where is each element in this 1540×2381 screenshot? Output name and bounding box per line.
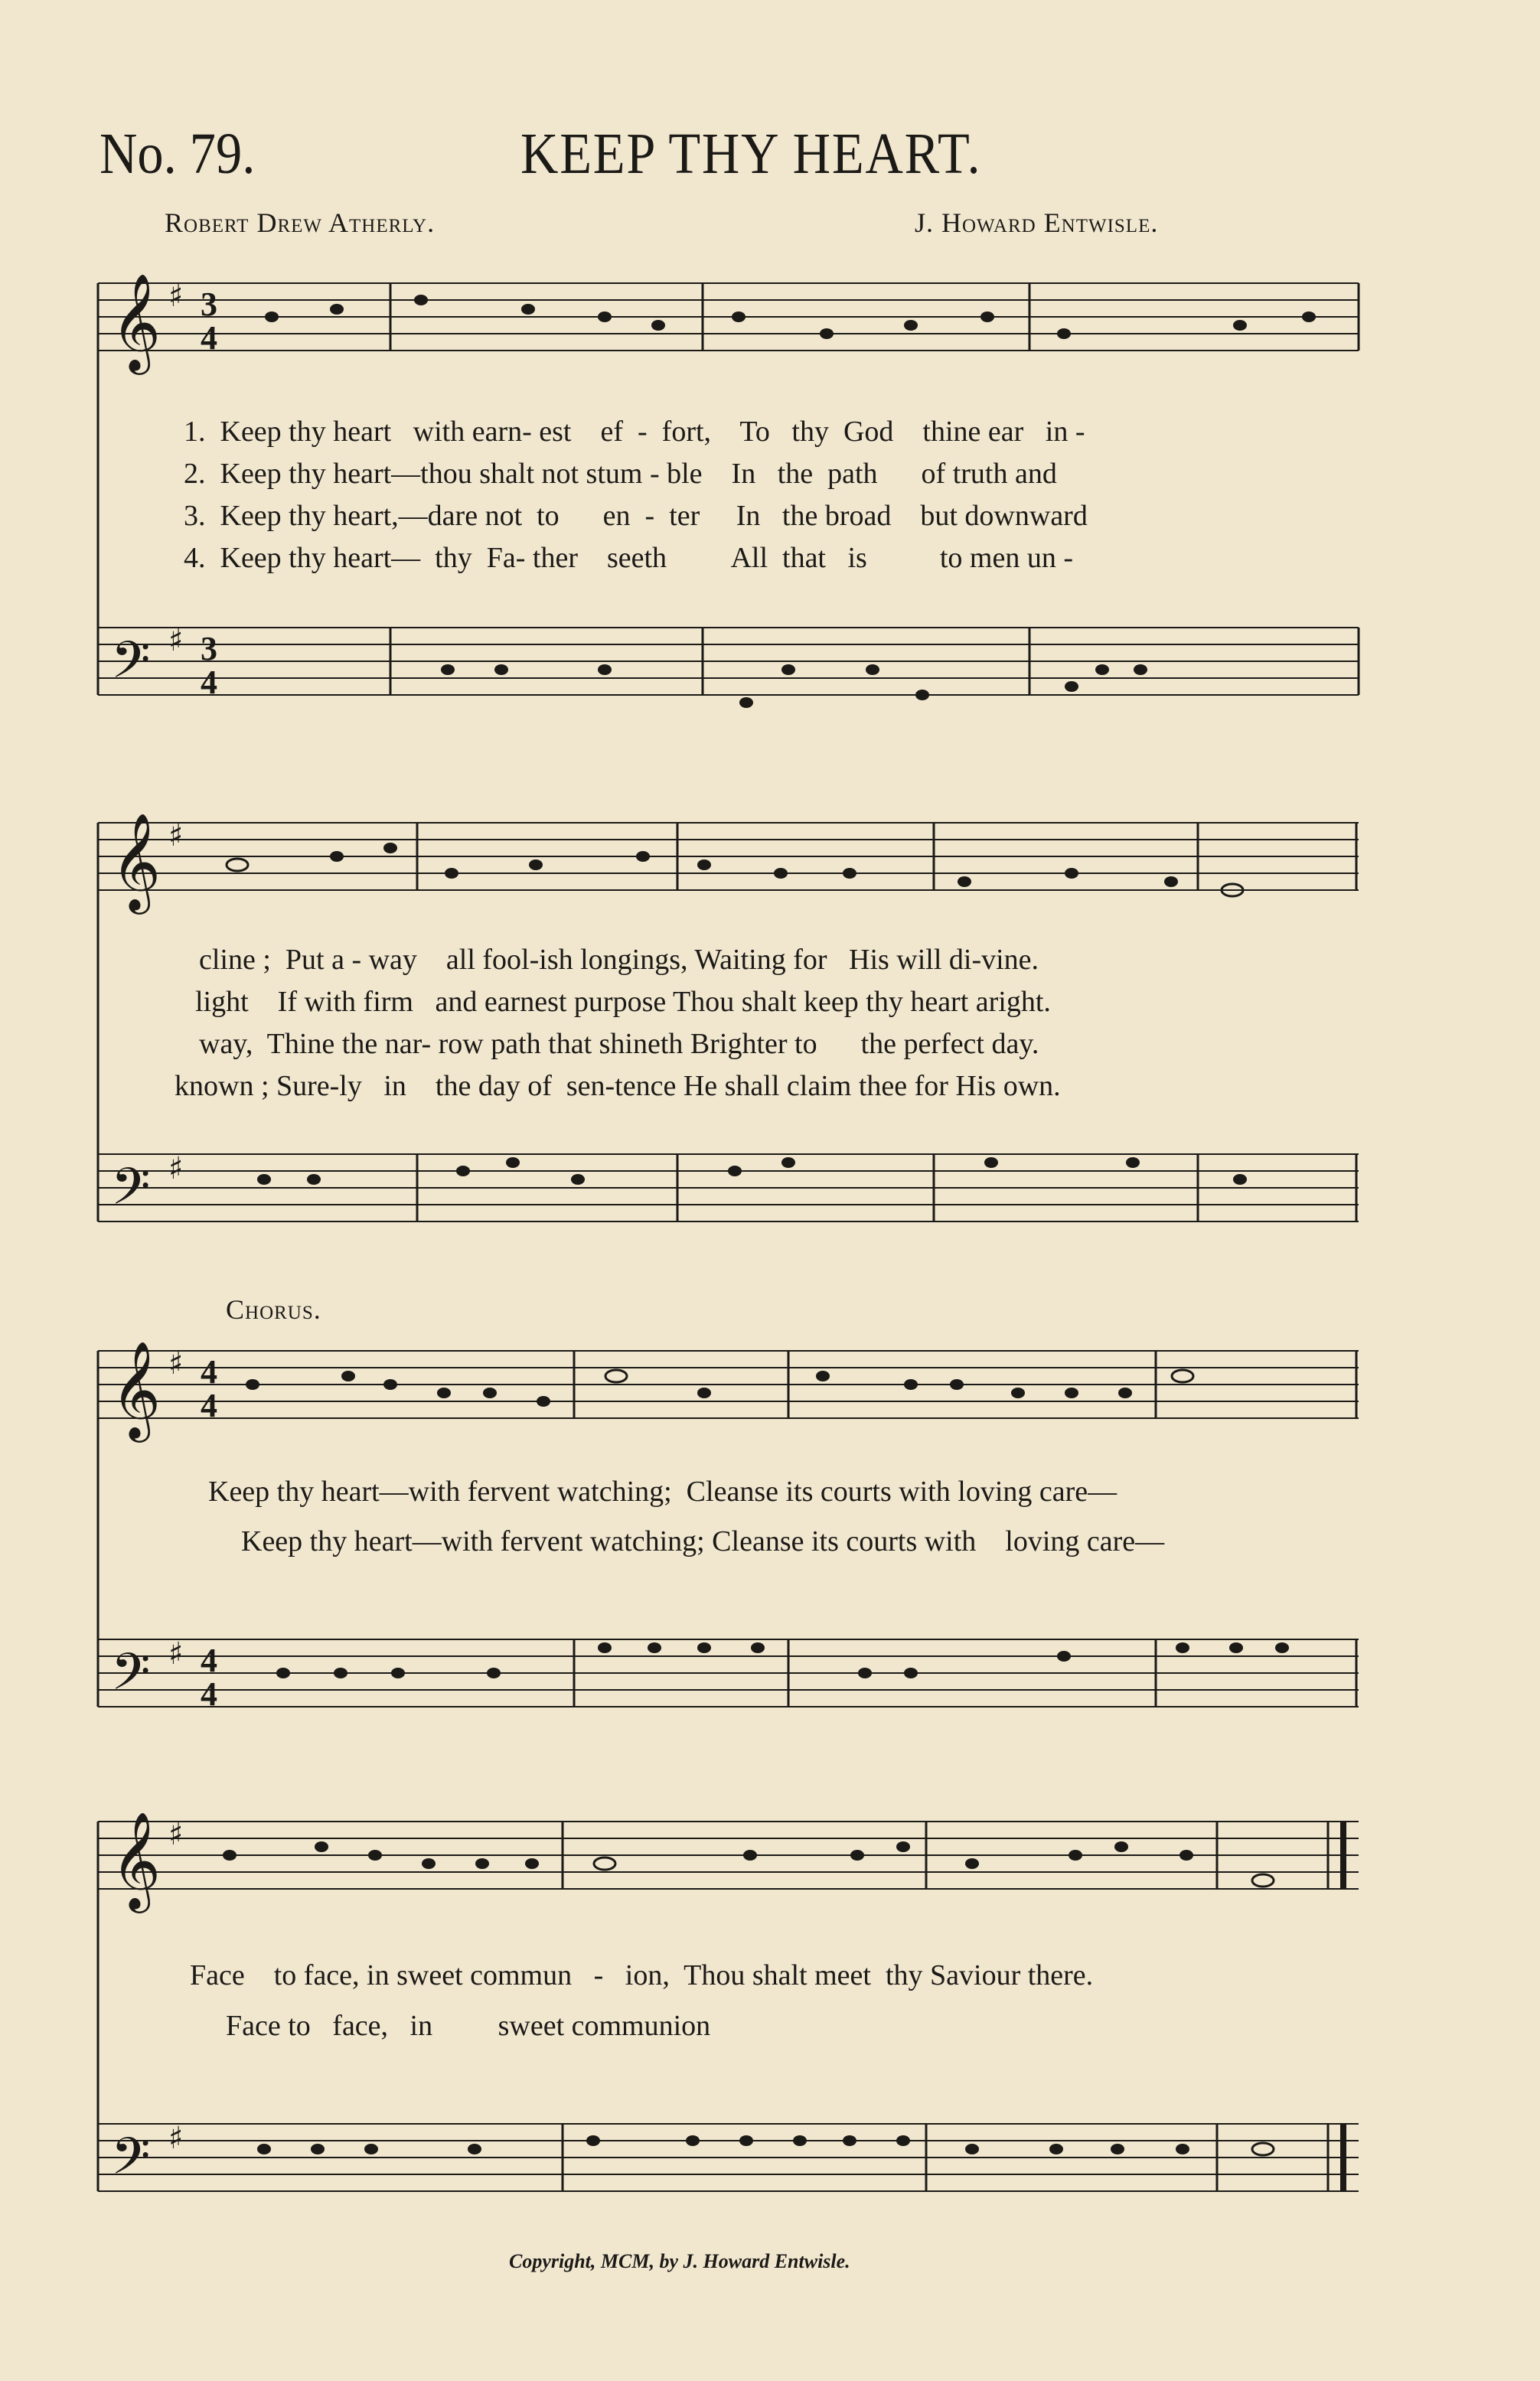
- treble-clef-icon: 𝄞: [111, 812, 162, 910]
- time-signature-bottom: 4: [201, 319, 217, 357]
- sharp-icon: ♯: [168, 1636, 184, 1672]
- chorus-2-soprano-lyrics: Face to face, in sweet commun - ion, Thou shalt meet thy Saviour there.: [190, 1959, 1094, 1991]
- treble-clef-icon: 𝄞: [111, 272, 162, 370]
- bass-clef-icon: 𝄢: [111, 1642, 151, 1714]
- chorus-1-soprano-lyrics: Keep thy heart—with fervent watching; Cleanse its courts with loving care—: [208, 1476, 1117, 1508]
- verse-1-line-1: 1. Keep thy heart with earn- est ef - fort, To thy God thine ear in -: [184, 416, 1085, 448]
- sharp-icon: ♯: [168, 1817, 184, 1852]
- verse-4-line-1: 4. Keep thy heart— thy Fa- ther seeth All that is to men un -: [184, 542, 1073, 574]
- time-signature-top: 4: [201, 1642, 217, 1679]
- sharp-icon: ♯: [168, 1151, 184, 1186]
- sharp-icon: ♯: [168, 1346, 184, 1381]
- hymn-title: KEEP THY HEART.: [520, 122, 982, 186]
- hymn-number: No. 79.: [100, 122, 256, 186]
- staff-system-1-bass: [98, 628, 1359, 695]
- staff-system-1-treble: [98, 283, 1359, 351]
- system-3-notes: [246, 1370, 1289, 1678]
- chorus-label: Chorus.: [226, 1294, 321, 1325]
- copyright-notice: Copyright, MCM, by J. Howard Entwisle.: [509, 2250, 850, 2272]
- staff-system-4-treble: [98, 1822, 1359, 1889]
- time-signature-top: 4: [201, 1353, 217, 1391]
- time-signature-bottom: 4: [201, 1387, 217, 1424]
- staff-system-2-bass: [98, 1154, 1359, 1221]
- bass-clef-icon: 𝄢: [111, 1157, 151, 1228]
- sharp-icon: ♯: [168, 623, 184, 658]
- verse-2-line-2: light If with firm and earnest purpose Thou shalt keep thy heart aright.: [195, 986, 1051, 1018]
- sharp-icon: ♯: [168, 2121, 184, 2156]
- staff-system-4-bass: [98, 2124, 1359, 2191]
- system-4-barlines: [98, 1822, 1343, 2191]
- time-signature-bottom: 4: [201, 1675, 217, 1713]
- sharp-icon: ♯: [168, 279, 184, 314]
- staff-system-3-treble: [98, 1351, 1359, 1418]
- verse-3-line-2: way, Thine the nar- row path that shineth Brighter to the perfect day.: [199, 1028, 1039, 1060]
- treble-clef-icon: 𝄞: [111, 1340, 162, 1438]
- verse-4-line-2: known ; Sure-ly in the day of sen-tence He shall claim thee for His own.: [175, 1070, 1061, 1102]
- bass-clef-icon: 𝄢: [111, 2127, 151, 2198]
- time-signature-bottom: 4: [201, 664, 217, 701]
- time-signature-top: 3: [201, 285, 217, 323]
- lyricist-credit: Robert Drew Atherly.: [165, 207, 436, 238]
- composer-credit: J. Howard Entwisle.: [915, 207, 1159, 238]
- time-signature-top: 3: [201, 630, 217, 667]
- verse-2-line-1: 2. Keep thy heart—thou shalt not stum - ble In the path of truth and: [184, 458, 1057, 490]
- treble-clef-icon: 𝄞: [111, 1811, 162, 1909]
- chorus-1-bass-lyrics: Keep thy heart—with fervent watching; Cleanse its courts with loving care—: [241, 1525, 1165, 1557]
- sharp-icon: ♯: [168, 818, 184, 853]
- bass-clef-icon: 𝄢: [111, 631, 151, 702]
- chorus-2-bass-lyrics: Face to face, in sweet communion: [226, 2010, 711, 2042]
- verse-3-line-1: 3. Keep thy heart,—dare not to en - ter In the broad but downward: [184, 500, 1088, 532]
- verse-1-line-2: cline ; Put a - way all fool-ish longings, Waiting for His will di-vine.: [199, 944, 1039, 976]
